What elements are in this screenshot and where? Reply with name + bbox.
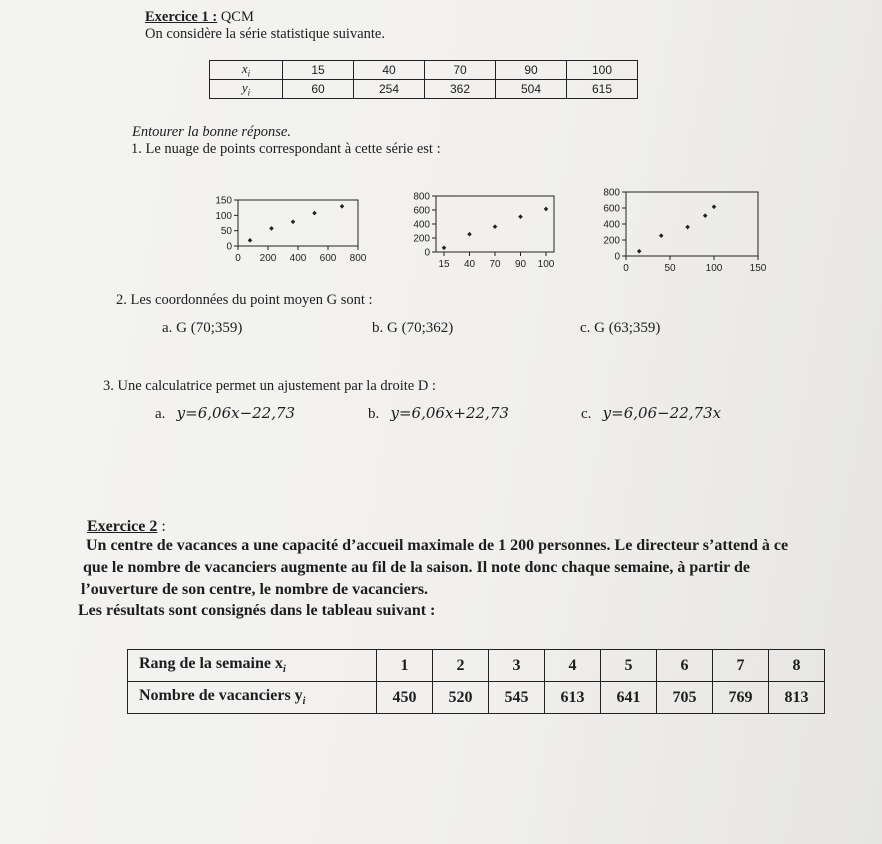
- x-tick-label: 0: [623, 263, 629, 274]
- scatter-chart-1: [190, 184, 370, 276]
- data-table-1: [209, 60, 638, 99]
- x-tick-label: 150: [749, 263, 767, 274]
- x-tick-label: 90: [514, 259, 527, 270]
- question-1: 1. Le nuage de points correspondant à cette série est :: [131, 141, 441, 157]
- x-tick-label: 0: [235, 253, 241, 264]
- table-cell: 254: [354, 80, 425, 99]
- table-cell: 450: [377, 682, 433, 714]
- data-point: [544, 207, 549, 212]
- instruction: Entourer la bonne réponse.: [132, 124, 291, 140]
- question-3: 3. Une calculatrice permet un ajustement par la droite D :: [103, 378, 436, 394]
- ex2-para-line-1: Un centre de vacances a une capacité d’accueil maximale de 1 200 personnes. Le directeur s’attend à ce: [86, 537, 789, 554]
- table-row: [128, 650, 825, 682]
- q3-option-c[interactable]: c. y=6,06−22,73x: [581, 404, 722, 422]
- ex2-para-line-3: l’ouverture de son centre, le nombre de vacanciers.: [81, 581, 429, 598]
- plot-frame: [626, 192, 758, 256]
- table-cell: 8: [769, 650, 825, 682]
- row-x-header: $x_i$: [210, 61, 283, 80]
- table-cell: 362: [425, 80, 496, 99]
- data-point: [269, 226, 274, 231]
- table-cell: 15: [283, 61, 354, 80]
- y-tick-label: 400: [413, 219, 430, 231]
- table-cell: 3: [489, 650, 545, 682]
- table-cell: 545: [489, 682, 545, 714]
- table-cell: 7: [713, 650, 769, 682]
- y-tick-label: 200: [413, 233, 430, 245]
- scatter-chart-3: [580, 178, 770, 278]
- row-count-header: Nombre de vacanciers $y_i$: [128, 682, 377, 714]
- q2-option-b[interactable]: b. G (70;362): [372, 320, 454, 336]
- q2-option-a[interactable]: a. G (70;359): [162, 320, 243, 336]
- x-tick-label: 50: [664, 263, 676, 274]
- ex2-para-line-2: que le nombre de vacanciers augmente au fil de la saison. Il note donc chaque semaine, à partir de: [83, 559, 750, 576]
- table-cell: 40: [354, 61, 425, 80]
- table-cell: 60: [283, 80, 354, 99]
- x-tick-label: 15: [438, 259, 450, 270]
- ex2-title: Exercice 2: [87, 518, 158, 535]
- plot-frame: [436, 196, 554, 252]
- ex2-title-suffix: :: [157, 518, 166, 535]
- data-table-2: [127, 649, 825, 714]
- x-tick-label: 40: [463, 259, 476, 270]
- table-row: [128, 682, 825, 714]
- table-cell: 1: [377, 650, 433, 682]
- ex1-title: Exercice 1 :: [145, 9, 218, 25]
- row-y-header: $y_i$: [210, 80, 283, 99]
- ex1-title-suffix: QCM: [217, 9, 254, 25]
- q3-option-a[interactable]: a. y=6,06x−22,73: [155, 404, 296, 422]
- y-tick-label: 100: [215, 210, 232, 222]
- table-cell: 6: [657, 650, 713, 682]
- plot-frame: [238, 200, 358, 246]
- y-tick-label: 0: [226, 241, 232, 253]
- data-point: [712, 205, 717, 210]
- ex2-title-line: [87, 518, 166, 536]
- x-tick-label: 800: [349, 253, 367, 264]
- table-cell: 4: [545, 650, 601, 682]
- y-tick-label: 150: [215, 195, 232, 207]
- x-tick-label: 70: [489, 259, 501, 270]
- table-cell: 613: [545, 682, 601, 714]
- data-point: [685, 225, 690, 230]
- data-point: [248, 238, 253, 243]
- table-cell: 641: [601, 682, 657, 714]
- y-tick-label: 600: [413, 205, 430, 217]
- table-row: [210, 61, 638, 80]
- table-cell: 5: [601, 650, 657, 682]
- data-point: [467, 232, 472, 237]
- table-cell: 615: [567, 80, 638, 99]
- data-point: [703, 213, 708, 218]
- y-tick-label: 400: [603, 219, 620, 231]
- table-cell: 705: [657, 682, 713, 714]
- table-cell: 2: [433, 650, 489, 682]
- ex1-title-line: [145, 9, 254, 26]
- data-point: [291, 219, 296, 224]
- table-cell: 769: [713, 682, 769, 714]
- table-row: [210, 80, 638, 99]
- table-cell: 90: [496, 61, 567, 80]
- x-tick-label: 200: [259, 253, 277, 264]
- table-cell: 70: [425, 61, 496, 80]
- y-tick-label: 800: [603, 187, 620, 199]
- data-point: [518, 214, 523, 219]
- q3-option-b[interactable]: b. y=6,06x+22,73: [368, 404, 509, 422]
- scatter-chart-2: [394, 184, 564, 276]
- x-tick-label: 400: [289, 253, 307, 264]
- x-tick-label: 100: [705, 263, 723, 274]
- y-tick-label: 50: [220, 226, 232, 238]
- table-cell: 813: [769, 682, 825, 714]
- y-tick-label: 800: [413, 191, 430, 203]
- q2-option-c[interactable]: c. G (63;359): [580, 320, 661, 336]
- y-tick-label: 0: [424, 247, 430, 259]
- data-point: [312, 211, 317, 216]
- data-point: [340, 204, 345, 209]
- ex1-intro: On considère la série statistique suivante.: [145, 26, 385, 42]
- table-cell: 520: [433, 682, 489, 714]
- row-rank-header: Rang de la semaine $x_i$: [128, 650, 377, 682]
- question-2: 2. Les coordonnées du point moyen G sont :: [116, 292, 373, 308]
- data-point: [637, 249, 642, 254]
- y-tick-label: 600: [603, 203, 620, 215]
- data-point: [659, 233, 664, 238]
- table-cell: 100: [567, 61, 638, 80]
- x-tick-label: 600: [319, 253, 337, 264]
- y-tick-label: 200: [603, 235, 620, 247]
- table-cell: 504: [496, 80, 567, 99]
- y-tick-label: 0: [614, 251, 620, 263]
- x-tick-label: 100: [537, 259, 555, 270]
- data-point: [442, 246, 447, 251]
- ex2-para-line-4: Les résultats sont consignés dans le tableau suivant :: [78, 602, 436, 619]
- data-point: [493, 224, 498, 229]
